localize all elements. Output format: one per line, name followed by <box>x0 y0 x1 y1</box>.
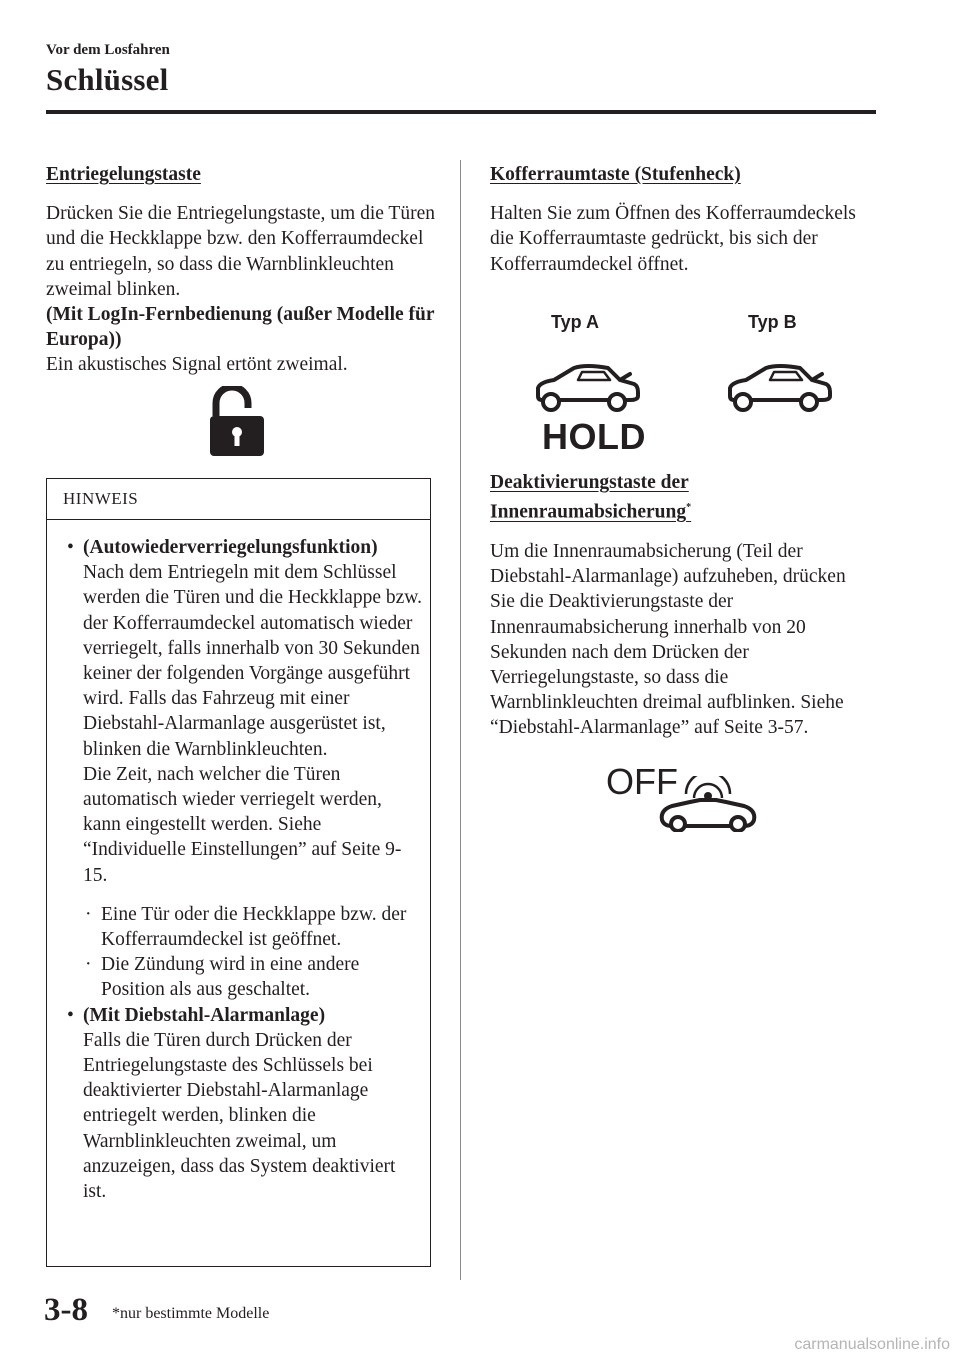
column-divider <box>460 160 461 1280</box>
note-sub-item-door-open <box>81 902 423 952</box>
alarm-title: (Mit Diebstahl-Alarmanlage) <box>83 1004 326 1026</box>
sub-item-ignition-text: Die Zündung wird in eine andere Position als aus geschaltet. <box>101 954 360 1001</box>
unlock-button-heading: Entriegelungstaste <box>46 164 201 185</box>
watermark: carmanualsonline.info <box>794 1336 950 1353</box>
model-specific-mark: * <box>686 502 692 514</box>
footnote: *nur bestimmte Modelle <box>112 1305 270 1322</box>
alarm-text: Falls die Türen durch Drücken der Entriegelungstaste des Schlüssels bei deaktivierter Diebstahl-Alarmanlage entriegelt werden, blinken die Warnblinkleuchten zweimal, um anzuzeigen, dass das System deaktiviert ist. <box>83 1029 396 1203</box>
login-remote-note: (Mit LogIn-Fernbedienung (außer Modelle für Europa)) <box>46 304 435 351</box>
intrusion-section <box>490 470 870 741</box>
beep-text: Ein akustisches Signal ertönt zweimal. <box>46 354 348 376</box>
section-label: Vor dem Losfahren <box>46 42 170 58</box>
intrusion-sensor-car-icon <box>656 776 760 832</box>
padlock-open-icon <box>206 386 268 458</box>
right-column <box>490 162 870 277</box>
trunk-paragraph: Halten Sie zum Öffnen des Kofferraumdeckels die Kofferraumtaste gedrückt, bis sich der Kofferraumdeckel öffnet. <box>490 203 856 275</box>
bullet-dot: • <box>67 1004 74 1026</box>
auto-relock-text-2: Die Zeit, nach welcher die Türen automatisch wieder verriegelt werden, kann eingestellt werden. Siehe “Individuelle Einstellungen” auf Seite 9-15. <box>83 763 402 886</box>
auto-relock-title: (Autowiederverriegelungsfunktion) <box>83 537 378 558</box>
unlock-paragraph-text: Drücken Sie die Entriegelungstaste, um die Türen und die Heckklappe bzw. den Kofferraumdeckel zu entriegeln, so dass die Warnblinkleuchten zweimal blinken. <box>46 203 435 300</box>
sub-bullet-dot: · <box>85 903 92 925</box>
left-column <box>46 162 446 378</box>
car-trunk-open-icon-type-b <box>722 362 834 414</box>
note-title: HINWEIS <box>63 489 139 508</box>
note-sub-item-ignition <box>81 952 423 1002</box>
hold-label: HOLD <box>542 416 646 457</box>
intrusion-heading-line2: Innenraumabsicherung <box>490 501 687 523</box>
off-label: OFF <box>606 761 678 802</box>
note-bullet-auto-relock <box>63 535 423 888</box>
note-title-rule <box>47 519 430 520</box>
page-number: 3-8 <box>44 1292 88 1328</box>
chapter-title: Schlüssel <box>46 62 169 97</box>
note-body <box>63 535 423 1204</box>
header-rule <box>46 110 876 114</box>
bullet-dot: • <box>67 537 74 558</box>
sub-bullet-dot: · <box>85 954 92 976</box>
type-a-label: Typ A <box>551 312 599 332</box>
auto-relock-text: Nach dem Entriegeln mit dem Schlüssel werden die Türen und die Heckklappe bzw. der Kofferraumdeckel automatisch wieder verriegelt, falls innerhalb von 30 Sekunden keiner der folgenden Vorgänge ausgeführt wird. Falls das Fahrzeug mit einer Diebstahl-Alarmanlage ausgerüstet ist, blinken die Warnblinkleuchten. <box>83 562 422 760</box>
trunk-button-heading: Kofferraumtaste (Stufenheck) <box>490 164 741 185</box>
intrusion-heading <box>490 470 870 525</box>
unlock-paragraph <box>46 201 446 377</box>
sub-item-door-open-text: Eine Tür oder die Heckklappe bzw. der Kofferraumdeckel ist geöffnet. <box>101 903 407 951</box>
type-b-label: Typ B <box>748 312 797 332</box>
note-bullet-alarm <box>63 1003 423 1205</box>
note-box <box>46 478 431 1267</box>
intrusion-heading-line1: Deaktivierungstaste der <box>490 472 689 493</box>
intrusion-paragraph: Um die Innenraumabsicherung (Teil der Diebstahl-Alarmanlage) aufzuheben, drücken Sie die Deaktivierungstaste der Innenraumabsicherung innerhalb von 20 Sekunden nach dem Drücken der Verriegelungstaste, so dass die Warnblinkleuchten dreimal aufblinken. Siehe “Diebstahl-Alarmanlage” auf Seite 3-57. <box>490 540 846 739</box>
car-trunk-open-icon-type-a <box>530 362 642 414</box>
